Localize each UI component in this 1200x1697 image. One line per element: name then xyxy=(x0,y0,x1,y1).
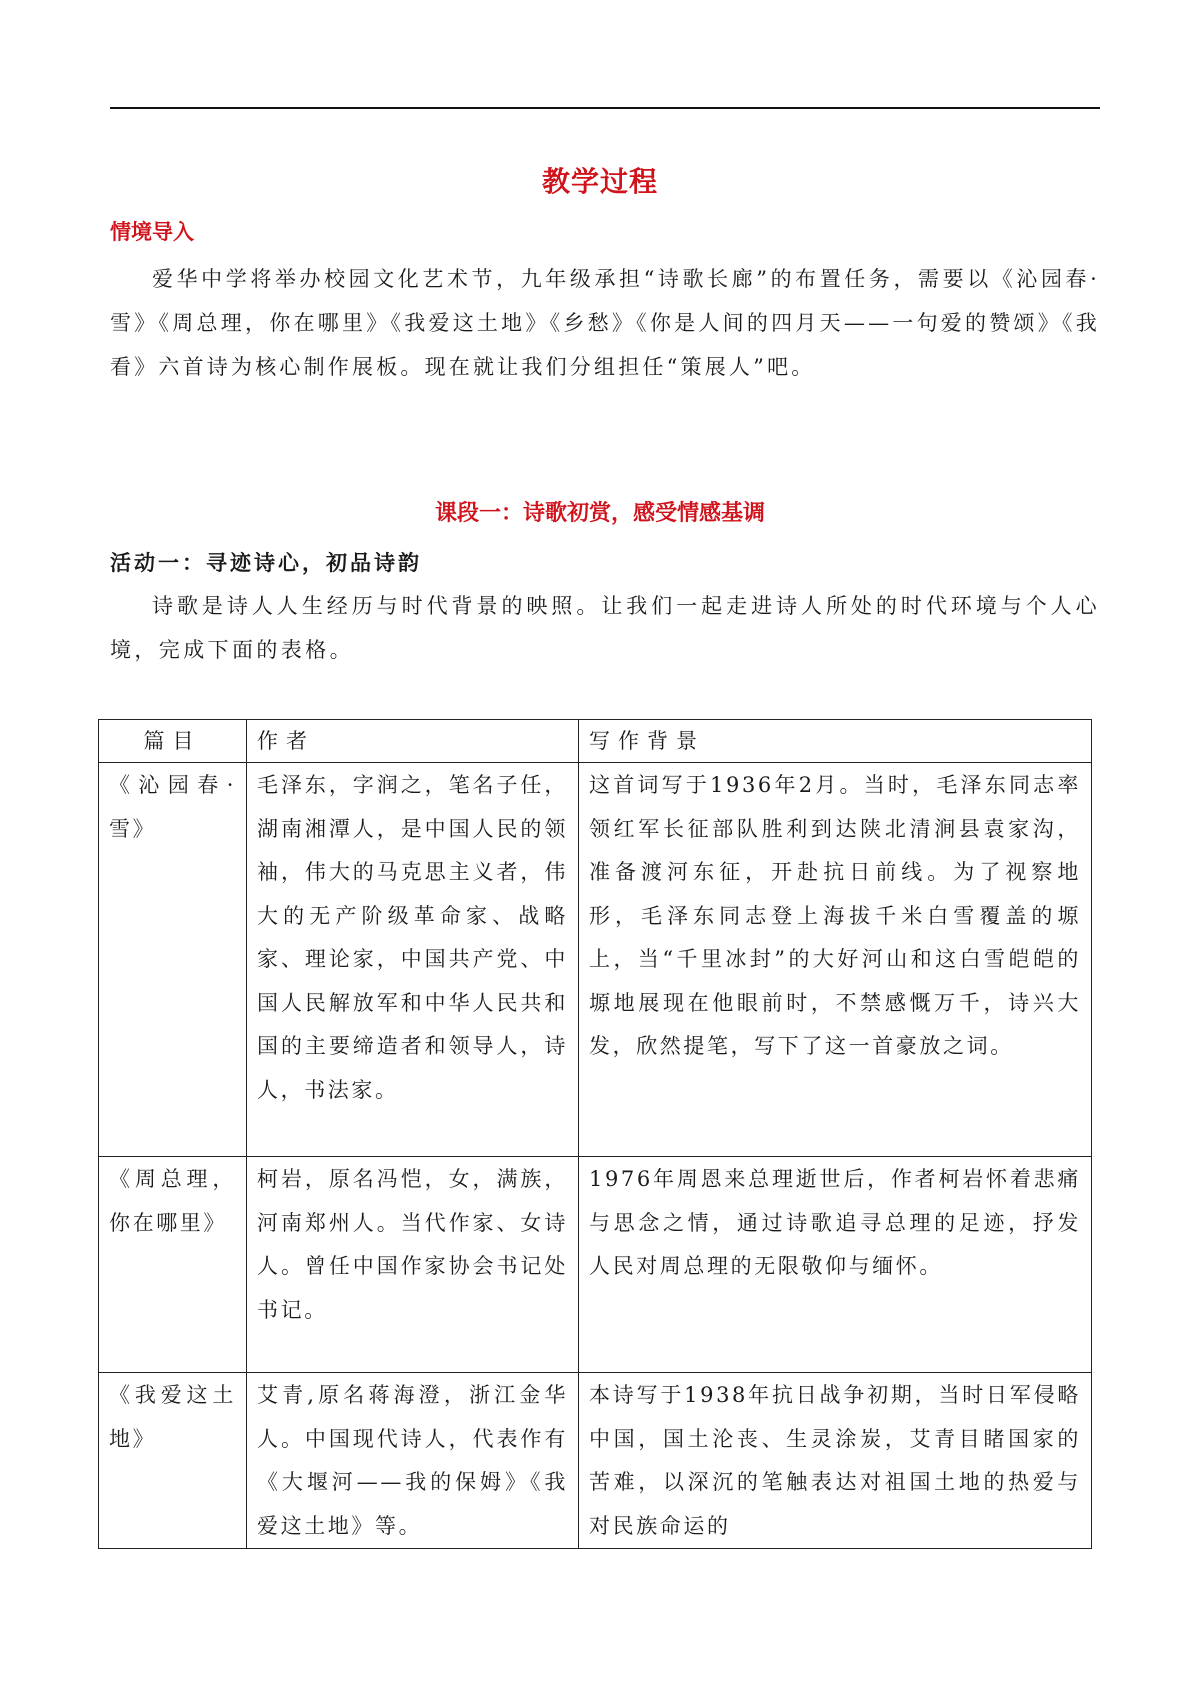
poem-title-cell: 《沁园春·雪》 xyxy=(99,763,247,1157)
author-cell: 柯岩，原名冯恺，女，满族，河南郑州人。当代作家、女诗人。曾任中国作家协会书记处书记。 xyxy=(247,1157,579,1373)
poem-title-cell: 《我爱这土地》 xyxy=(99,1373,247,1549)
poem-title-cell: 《周总理，你在哪里》 xyxy=(99,1157,247,1373)
activity-description: 诗歌是诗人人生经历与时代背景的映照。让我们一起走进诗人所处的时代环境与个人心境，完成下面的表格。 xyxy=(110,594,1100,662)
column-header-background: 写作背景 xyxy=(579,720,1092,763)
section-heading-intro: 情境导入 xyxy=(110,219,194,244)
poem-background-table xyxy=(98,719,1092,1549)
background-cell: 这首词写于1936年2月。当时，毛泽东同志率领红军长征部队胜利到达陕北清涧县袁家沟，准备渡河东征，开赴抗日前线。为了视察地形，毛泽东同志登上海拔千米白雪覆盖的塬上，当“千里冰封”的大好河山和这白雪皑皑的塬地展现在他眼前时，不禁感慨万千，诗兴大发，欣然提笔，写下了这一首豪放之词。 xyxy=(579,763,1092,1157)
table-row xyxy=(99,1373,1092,1549)
activity-title: 活动一：寻迹诗心，初品诗韵 xyxy=(110,550,422,575)
table-row xyxy=(99,1157,1092,1373)
page-title: 教学过程 xyxy=(541,165,658,198)
author-cell: 毛泽东，字润之，笔名子任，湖南湘潭人，是中国人民的领袖，伟大的马克思主义者，伟大的无产阶级革命家、战略家、理论家，中国共产党、中国人民解放军和中华人民共和国的主要缔造者和领导人，诗人，书法家。 xyxy=(247,763,579,1157)
table-row xyxy=(99,763,1092,1157)
background-cell: 1976年周恩来总理逝世后，作者柯岩怀着悲痛与思念之情，通过诗歌追寻总理的足迹，抒发人民对周总理的无限敬仰与缅怀。 xyxy=(579,1157,1092,1373)
intro-paragraph: 爱华中学将举办校园文化艺术节，九年级承担“诗歌长廊”的布置任务，需要以《沁园春·雪》《周总理，你在哪里》《我爱这土地》《乡愁》《你是人间的四月天——一句爱的赞颂》《我看》六首诗为核心制作展板。现在就让我们分组担任“策展人”吧。 xyxy=(110,267,1100,379)
table-header-row xyxy=(99,720,1092,763)
header-rule xyxy=(110,107,1100,109)
column-header-title: 篇目 xyxy=(99,720,247,763)
column-header-author: 作者 xyxy=(247,720,579,763)
background-cell: 本诗写于1938年抗日战争初期，当时日军侵略中国，国土沦丧、生灵涂炭，艾青目睹国家的苦难，以深沉的笔触表达对祖国土地的热爱与对民族命运的 xyxy=(579,1373,1092,1549)
author-cell: 艾青,原名蒋海澄，浙江金华人。中国现代诗人，代表作有《大堰河——我的保姆》《我爱这土地》等。 xyxy=(247,1373,579,1549)
segment-title: 课段一：诗歌初赏，感受情感基调 xyxy=(434,500,765,526)
